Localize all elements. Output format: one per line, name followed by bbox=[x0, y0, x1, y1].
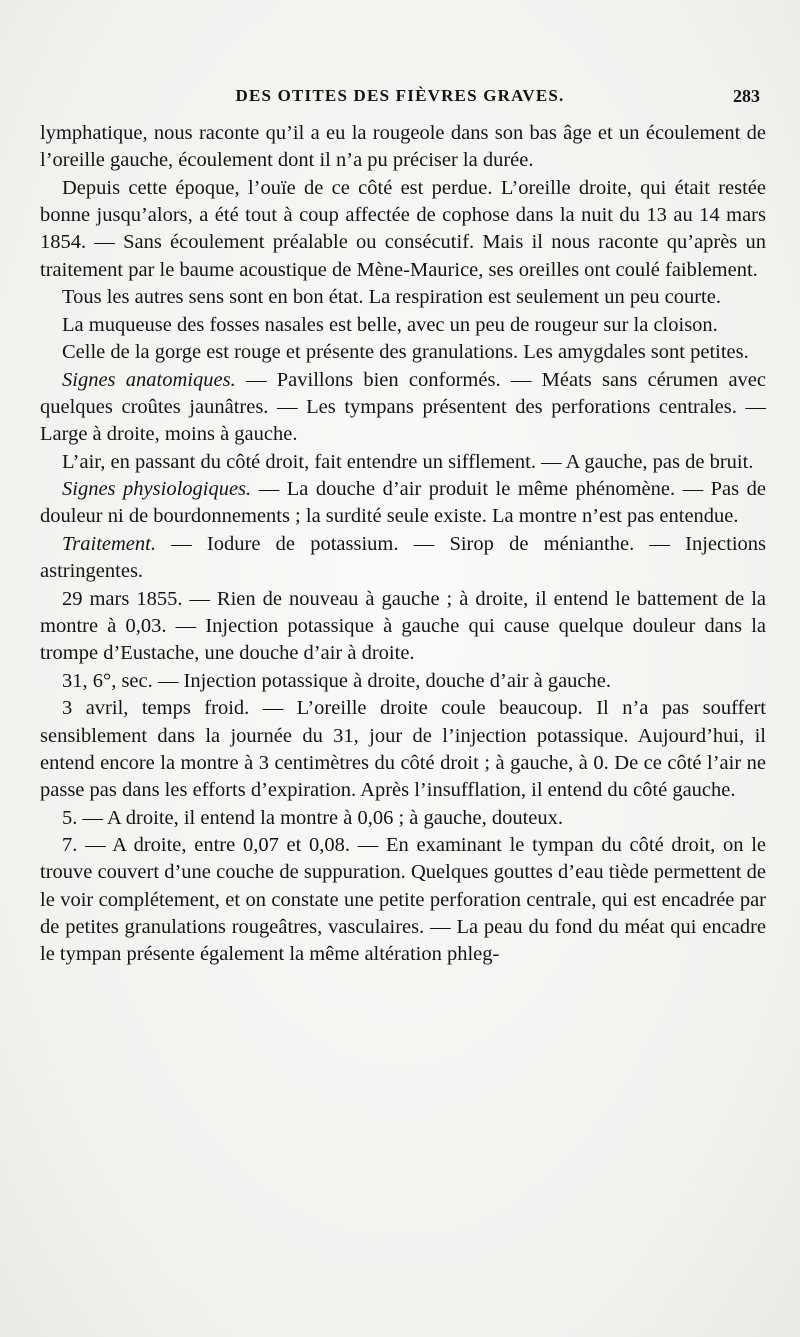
paragraph-text: 31, 6°, sec. — Injection potassique à droite, douche d’air à gauche. bbox=[62, 669, 611, 692]
paragraph bbox=[40, 668, 766, 695]
paragraph bbox=[40, 476, 766, 531]
paragraph-text: — La douche d’air produit le même phénomène. — Pas de douleur ni de bourdonnements ; la surdité seule existe. La montre n’est pas entendue. bbox=[40, 478, 767, 528]
page-number: 283 bbox=[733, 86, 760, 106]
section-heading: Signes anatomiques. bbox=[62, 368, 236, 391]
paragraph-text: La muqueuse des fosses nasales est belle, avec un peu de rougeur sur la cloison. bbox=[62, 313, 718, 336]
paragraph bbox=[40, 695, 766, 804]
paragraph-text: — Pavillons bien conformés. — Méats sans cérumen avec quelques croûtes jaunâtres. — Les tympans présentent des perforations centrales. — Large à droite, moins à gauche. bbox=[40, 368, 766, 446]
paragraph-text: 7. — A droite, entre 0,07 et 0,08. — En examinant le tympan du côté droit, on le trouve couvert d’une couche de suppuration. Quelques gouttes d’eau tiède permettent de le voir complétement, et on constate une petite perforation centrale, qui est encadrée par de petites granulations rougeâtres, vasculaires. — La peau du fond du méat qui encadre le tympan présente également la même altération phleg- bbox=[40, 834, 766, 966]
paragraph bbox=[40, 449, 766, 476]
paragraph bbox=[40, 832, 766, 968]
paragraph-text: Tous les autres sens sont en bon état. La respiration est seulement un peu courte. bbox=[62, 286, 721, 309]
paragraph-text: 29 mars 1855. — Rien de nouveau à gauche ; à droite, il entend le battement de la montre à 0,03. — Injection potassique à gauche qui cause quelque douleur dans la trompe d’Eustache, une douche d’air à droite. bbox=[40, 587, 766, 665]
paragraph-text: 3 avril, temps froid. — L’oreille droite coule beaucoup. Il n’a pas souffert sensiblement dans la journée du 31, jour de l’injection potassique. Aujourd’hui, il entend encore la montre à 3 centimètres du côté droit ; à gauche, à 0. De ce côté l’air ne passe pas dans les efforts d’expiration. Après l’insufflation, il entend du côté gauche. bbox=[40, 697, 766, 802]
paragraph-text: lymphatique, nous raconte qu’il a eu la rougeole dans son bas âge et un écoulement de l’oreille gauche, écoulement dont il n’a pu préciser la durée. bbox=[40, 122, 766, 172]
paragraph-text: Celle de la gorge est rouge et présente des granulations. Les amygdales sont petites. bbox=[62, 341, 749, 364]
paragraph bbox=[40, 312, 766, 339]
page-header bbox=[40, 86, 760, 112]
paragraph bbox=[40, 367, 766, 449]
paragraph bbox=[40, 531, 766, 586]
paragraph-text: Depuis cette époque, l’ouïe de ce côté est perdue. L’oreille droite, qui était restée bonne jusqu’alors, a été tout à coup affectée de cophose dans la nuit du 13 au 14 mars 1854. — Sans écoulement préalable ou consécutif. Mais il nous raconte qu’après un traitement par le baume acoustique de Mène-Maurice, ses oreilles ont coulé faiblement. bbox=[40, 176, 766, 281]
paragraph bbox=[40, 339, 766, 366]
running-title: DES OTITES DES FIÈVRES GRAVES. bbox=[235, 86, 565, 105]
paragraph-text: 5. — A droite, il entend la montre à 0,06 ; à gauche, douteux. bbox=[62, 806, 563, 829]
paragraph bbox=[40, 120, 766, 175]
paragraph bbox=[40, 805, 766, 832]
paragraph-text: — Iodure de potassium. — Sirop de ménianthe. — Injections astringentes. bbox=[40, 532, 766, 583]
paragraph-text: L’air, en passant du côté droit, fait entendre un sifflement. — A gauche, pas de bruit. bbox=[62, 450, 754, 473]
body-text bbox=[40, 120, 766, 969]
paragraph bbox=[40, 284, 766, 311]
section-heading: Signes physiologiques. bbox=[62, 478, 252, 501]
paragraph bbox=[40, 175, 766, 284]
section-heading: Traitement. bbox=[62, 532, 156, 555]
paragraph bbox=[40, 586, 766, 668]
